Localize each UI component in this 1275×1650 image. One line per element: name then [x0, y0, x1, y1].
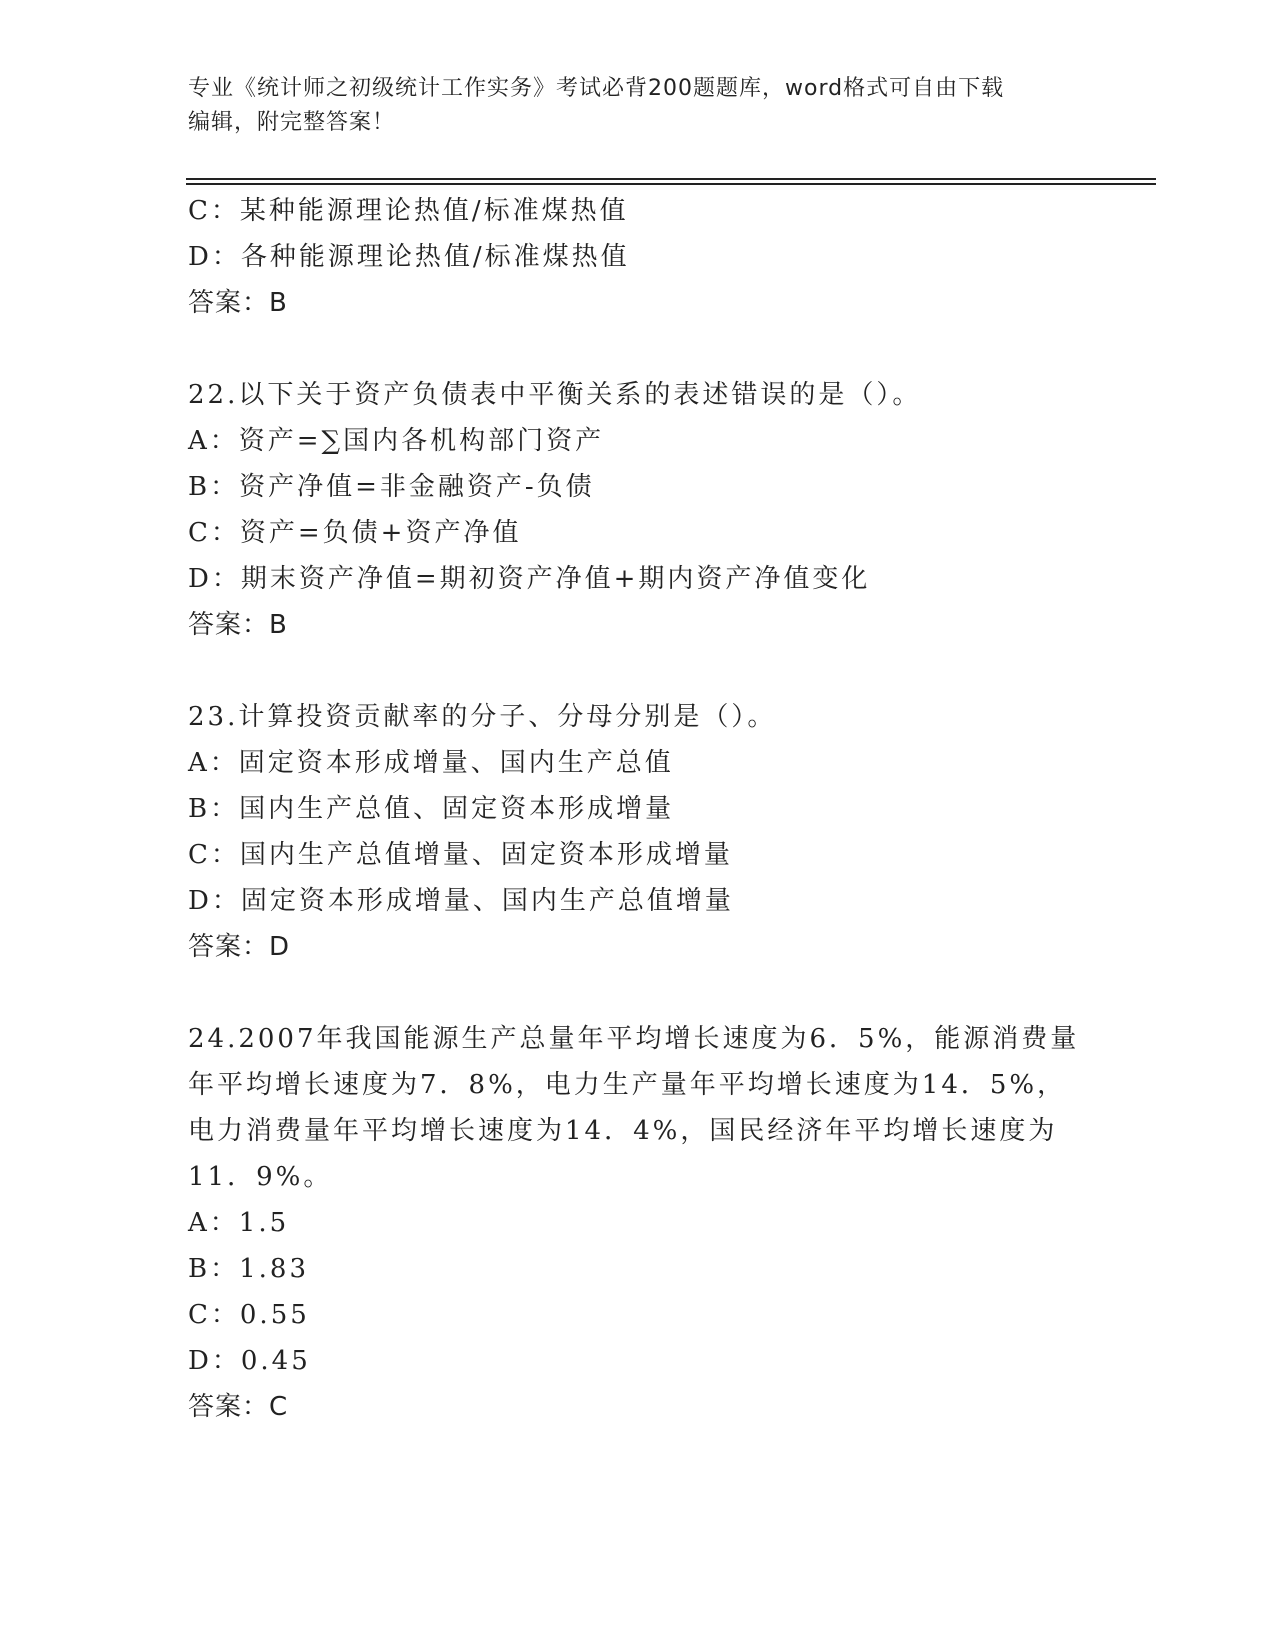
answer-line: 答案：D	[188, 932, 291, 962]
option-d: D：各种能源理论热值/标准煤热值	[188, 242, 630, 272]
option-a: A：固定资本形成增量、国内生产总值	[188, 748, 674, 778]
question-block-continued	[188, 188, 1088, 326]
answer-line: 答案：C	[188, 1392, 289, 1422]
header-line-2: 编辑，附完整答案！	[188, 110, 396, 135]
document-header	[188, 72, 1088, 140]
option-d: D：固定资本形成增量、国内生产总值增量	[188, 886, 734, 916]
option-b: B：资产净值=非金融资产-负债	[188, 472, 595, 502]
question-list	[188, 188, 1088, 1430]
question-block-24	[188, 1016, 1088, 1430]
spacer	[188, 326, 1088, 372]
header-divider-top	[186, 178, 1156, 180]
option-c: C：某种能源理论热值/标准煤热值	[188, 196, 629, 226]
option-a: A：1.5	[188, 1208, 290, 1238]
option-b: B：1.83	[188, 1254, 309, 1284]
option-c: C：国内生产总值增量、固定资本形成增量	[188, 840, 733, 870]
header-line-1: 专业《统计师之初级统计工作实务》考试必背200题题库，word格式可自由下载	[188, 76, 1005, 101]
spacer	[188, 648, 1088, 694]
question-text: 22.以下关于资产负债表中平衡关系的表述错误的是（）。	[188, 380, 922, 410]
answer-line: 答案：B	[188, 288, 288, 318]
option-c: C：资产=负债+资产净值	[188, 518, 522, 548]
question-block-22	[188, 372, 1088, 648]
option-b: B：国内生产总值、固定资本形成增量	[188, 794, 675, 824]
header-divider-bottom	[186, 183, 1156, 185]
question-text: 23.计算投资贡献率的分子、分母分别是（）。	[188, 702, 777, 732]
question-text: 24.2007年我国能源生产总量年平均增长速度为6．5%，能源消费量年平均增长速度为7．8%，电力生产量年平均增长速度为14．5%，电力消费量年平均增长速度为14．4%，国民经济年平均增长速度为11．9%。	[188, 1024, 1080, 1192]
option-c: C：0.55	[188, 1300, 310, 1330]
answer-line: 答案：B	[188, 610, 288, 640]
option-d: D：期末资产净值=期初资产净值+期内资产净值变化	[188, 564, 871, 594]
spacer	[188, 970, 1088, 1016]
option-d: D：0.45	[188, 1346, 311, 1376]
question-block-23	[188, 694, 1088, 970]
option-a: A：资产=∑国内各机构部门资产	[188, 426, 605, 456]
